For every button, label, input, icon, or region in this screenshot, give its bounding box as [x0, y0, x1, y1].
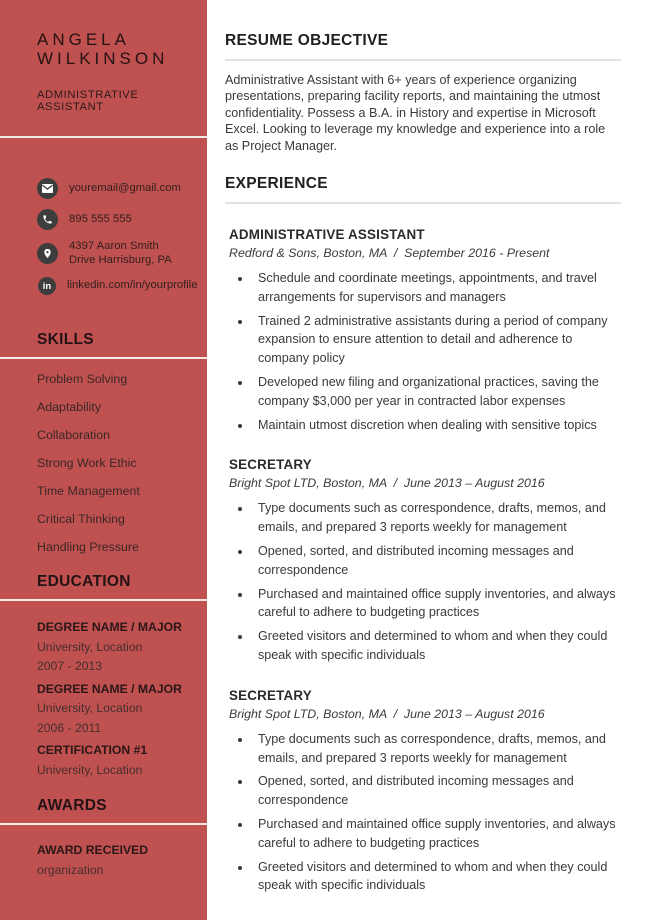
job-meta: Redford & Sons, Boston, MA / September 2016 - Present [229, 246, 550, 261]
education-heading: EDUCATION [37, 573, 131, 590]
job-bullet: • Opened, sorted, and distributed incoming messages and correspondence [252, 542, 621, 580]
skill-item: Handling Pressure [37, 540, 139, 554]
contact-address [0, 240, 207, 267]
job-bullet: • Maintain utmost discretion when dealing with sensitive topics [252, 416, 621, 435]
objective-heading: RESUME OBJECTIVE [225, 32, 621, 61]
linkedin-text: linkedin.com/in/yourprofile [67, 279, 198, 292]
sidebar [0, 0, 207, 920]
address-line-1: 4397 Aaron Smith [69, 240, 159, 252]
skills-section [0, 331, 207, 554]
divider [0, 136, 207, 138]
skill-item: Critical Thinking [37, 512, 125, 526]
job-entry [225, 688, 621, 895]
skill-item: Strong Work Ethic [37, 456, 137, 470]
objective-text: Administrative Assistant with 6+ years of experience organizing presentations, preparing facility reports, and maintaining the utmost confidentiality. Possess a B.A. in History and expertise in Microsoft Excel. Looking to leverage my knowledge and experience into a role as Project Manager. [225, 73, 606, 153]
experience-heading: EXPERIENCE [225, 175, 621, 204]
job-title: SECRETARY [229, 457, 312, 473]
name-block [0, 0, 207, 113]
job-bullet: • Developed new filing and organizational practices, saving the company $3,000 per year in contracted labor expenses [252, 373, 621, 411]
award-entry: AWARD RECEIVED organization [37, 843, 149, 877]
job-bullet: • Purchased and maintained office supply inventories, and always careful to adhere to budgeting practices [252, 815, 621, 853]
phone-text: 895 555 555 [69, 212, 132, 225]
name-line-2: WILKINSON [37, 49, 169, 68]
email-text: youremail@gmail.com [69, 181, 181, 194]
job-bullet-list [229, 499, 621, 664]
divider [0, 599, 207, 601]
awards-entries [0, 841, 207, 880]
job-bullet-list [229, 269, 621, 434]
awards-heading: AWARDS [37, 797, 107, 814]
address-line-2: Drive Harrisburg, PA [69, 253, 172, 266]
skill-item: Time Management [37, 484, 140, 498]
education-entries [0, 618, 207, 780]
skill-item: Adaptability [37, 400, 102, 414]
skills-heading: SKILLS [37, 331, 94, 348]
job-entry [225, 457, 621, 664]
experience-section [225, 175, 621, 895]
main-content [225, 0, 621, 900]
skill-item: Collaboration [37, 428, 111, 442]
job-bullet: • Trained 2 administrative assistants during a period of company expansion to ensure attention to detail and adherence to company policy [252, 312, 621, 368]
education-section [0, 573, 207, 780]
job-bullet: • Schedule and coordinate meetings, appointments, and travel arrangements for supervisors and managers [252, 269, 621, 307]
sidebar-job-title: ADMINISTRATIVE ASSISTANT [37, 89, 139, 113]
contact-section [0, 178, 207, 295]
location-icon [37, 243, 58, 264]
contact-email[interactable] [0, 178, 207, 199]
objective-section [225, 32, 621, 154]
job-bullet: • Greeted visitors and determined to whom and when they could speak with specific individuals [252, 627, 621, 665]
skills-list [0, 373, 207, 554]
job-bullet: • Greeted visitors and determined to whom and when they could speak with specific individuals [252, 858, 621, 896]
education-entry: DEGREE NAME / MAJOR University, Location 2006 - 2011 [37, 681, 182, 735]
job-bullet: • Opened, sorted, and distributed incoming messages and correspondence [252, 772, 621, 810]
education-entry: CERTIFICATION #1 University, Location [37, 743, 148, 777]
linkedin-icon: in [38, 277, 56, 295]
email-icon [37, 178, 58, 199]
job-bullet: • Type documents such as correspondence, drafts, memos, and emails, and prepared 3 reports weekly for management [252, 499, 621, 537]
divider [0, 357, 207, 359]
skill-item: Problem Solving [37, 372, 128, 386]
divider [0, 823, 207, 825]
job-meta: Bright Spot LTD, Boston, MA / June 2013 – August 2016 [229, 476, 545, 491]
job-bullet: • Purchased and maintained office supply inventories, and always careful to adhere to budgeting practices [252, 585, 621, 623]
job-title: SECRETARY [229, 687, 312, 703]
name-line-1: ANGELA [37, 30, 130, 49]
job-title: ADMINISTRATIVE ASSISTANT [229, 227, 425, 243]
awards-section [0, 797, 207, 880]
contact-phone[interactable] [0, 209, 207, 230]
job-bullet: • Type documents such as correspondence, drafts, memos, and emails, and prepared 3 reports weekly for management [252, 730, 621, 768]
job-meta: Bright Spot LTD, Boston, MA / June 2013 – August 2016 [229, 706, 545, 721]
contact-linkedin[interactable] [0, 277, 207, 295]
job-entry [225, 227, 621, 434]
education-entry: DEGREE NAME / MAJOR University, Location 2007 - 2013 [37, 620, 182, 673]
phone-icon [37, 209, 58, 230]
job-bullet-list [229, 730, 621, 895]
address-text [69, 240, 172, 267]
